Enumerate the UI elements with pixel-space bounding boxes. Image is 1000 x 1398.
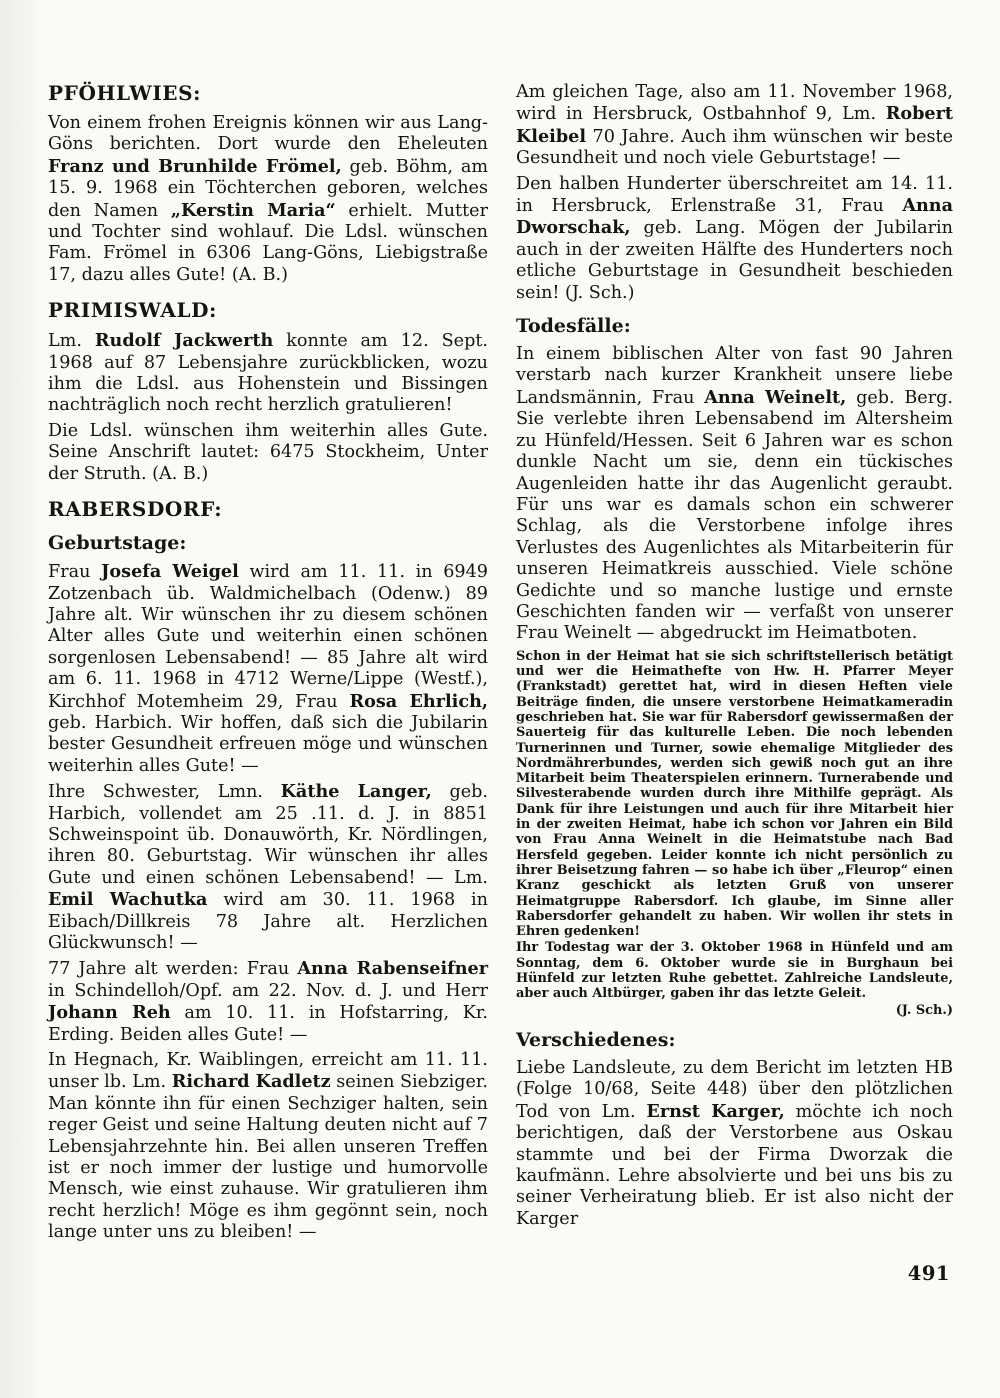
text-run: geb. Lang. Mögen der Jubilarin auch in der zweiten Hälfte des Hunderters noch etliche Geburtstage in Gesundheit beschieden sein! (J. Sch.) (516, 218, 953, 303)
text-run: (J. Sch.) (895, 1002, 953, 1018)
paragraph (516, 1003, 953, 1018)
page-number: 491 (907, 1262, 950, 1285)
subsection-heading: Verschiedenes: (516, 1028, 676, 1051)
text-run: Den halben Hunderter überschreitet am 14. 11. in Hersbruck, Erlenstraße 31, Frau (516, 173, 953, 217)
bold-text-run: „Kerstin Maria“ (170, 199, 336, 221)
paragraph (48, 113, 488, 286)
paragraph (48, 958, 488, 1046)
paragraph (48, 421, 488, 485)
bold-text-run: Rosa Ehrlich, (349, 690, 488, 712)
left-column (48, 82, 488, 1248)
text-run: 77 Jahre alt werden: Frau (48, 959, 298, 980)
bold-text-run: Anna Rabenseifner (297, 958, 488, 980)
text-run: Lm. (48, 331, 95, 352)
text-run: möchte ich noch berichtigen, daß der Verstorbene aus Oskau stammte und bei der Firma Dworzak die kaufmänn. Lehre absolvierte und bei uns bis zu seiner Verheiratung blieb. Er ist also nicht der Karger (516, 1101, 954, 1229)
text-run: geb. Harbich. Wir hoffen, daß sich die Jubilarin bester Gesundheit erfreuen möge und wünschen weiterhin alles Gute! — (48, 712, 488, 776)
text-run: Am gleichen Tage, also am 11. November 1968, wird in Hersbruck, Ostbahnhof 9, Lm. (516, 82, 953, 125)
bold-text-run: Johann Reh (48, 1002, 171, 1024)
paragraph (516, 174, 953, 304)
bold-text-run: Anna Weinelt, (704, 386, 847, 408)
bold-text-run: Anna Dworschak, (516, 195, 953, 239)
paragraph (48, 1050, 488, 1244)
section-heading: PRIMISWALD: (48, 298, 218, 323)
bold-text-run: Richard Kadletz (171, 1071, 331, 1093)
paragraph (516, 940, 953, 1001)
text-run: wird am 30. 11. 1968 in Eibach/Dillkreis 78 Jahre alt. Herzlichen Glückwunsch! — (48, 890, 488, 953)
text-run: wird am 11. 11. in 6949 Zotzenbach üb. Waldmichelbach (Odenw.) 89 Jahre alt. Wir wünschen ihr zu diesem schönen Alter alles Gute und weiterhin einen schönen sorgenlosen Lebensabend! — 85 Jahre alt wird am 6. 11. 1968 in 4712 Werne/Lippe (Westf.), Kirchhof Motemheim 29, Frau (48, 562, 489, 712)
subsection-heading: Todesfälle: (516, 315, 631, 338)
bold-text-run: Käthe Langer, (280, 781, 432, 803)
text-run: In Hegnach, Kr. Waiblingen, erreicht am 11. 11. unser lb. Lm. (48, 1050, 488, 1093)
text-run: geb. Harbich, vollendet am 25 .11. d. J. in 8851 Schweinspoint üb. Donauwörth, Kr. Nördlingen, ihren 80. Geburtstag. Wir wünschen ihr alles Gute und einen schönen Lebensabend! — Lm. (48, 782, 488, 888)
text-run: In einem biblischen Alter von fast 90 Jahren verstarb nach kurzer Krankheit unsere liebe Landsmännin, Frau (516, 344, 953, 408)
text-run: Die Ldsl. wünschen ihm weiterhin alles Gute. Seine Anschrift lautet: 6475 Stockheim, Unter der Struth. (A. B.) (48, 420, 488, 484)
text-run: am 10. 11. in Hofstarring, Kr. Erding. Beiden alles Gute! — (48, 1003, 488, 1045)
text-run: seinen Siebziger. Man könnte ihn für einen Sechziger halten, sein reger Geist und seine Haltung deuten nicht auf 7 Lebensjahrzehnte hin. Bei allen unseren Treffen ist er noch immer der lustige und humorvolle Mensch, wie einst zuhause. Wir gratulieren ihm recht herzlich! Möge es ihm gegönnt sein, noch lange unter uns zu bleiben! — (48, 1072, 488, 1243)
text-run: 70 Jahre. Auch ihm wünschen wir beste Gesundheit und noch viele Geburtstage! — (516, 126, 953, 169)
text-run: Frau (48, 562, 102, 583)
bold-text-run: Robert Kleibel (516, 103, 953, 147)
text-run: Schon in der Heimat hat sie sich schriftstellerisch betätigt und wer die Heimathefte von Hw. H. Pfarrer Meyer (Frankstadt) gerettet hat, wird in diesen Heften viele Beiträge finden, die unsere verstorbene Heimatkameradin geschrieben hat. Sie war für Rabersdorf gewissermaßen der Sauerteig für das kulturelle Leben. Die noch lebenden Turnerinnen und Turner, sowie ehemalige Mitglieder des Nordmährerbundes, werden sich gewiß noch gut an ihre Mitarbeit beim Theaterspielen erinnern. Turnerabende und Silvesterabende wurden durch ihre Mithilfe geprägt. Als Dank für ihre Leistungen und auch für ihre Mitarbeit hier in der zweiten Heimat, habe ich schon vor Jahren ein Bild von Frau Anna Weinelt in die Heimatstube nach Bad Hersfeld gegeben. Leider konnte ich nicht persönlich zu ihrer Beisetzung fahren — so habe ich über „Fleurop“ einen Kranz geschickt als letzten Gruß von unserer Heimatgruppe Rabersdorf. Ich glaube, im Sinne aller Rabersdorfer gehandelt zu haben. Wir wollen ihr stets in Ehren gedenken! (516, 648, 953, 940)
text-run: Ihr Todestag war der 3. Oktober 1968 in Hünfeld und am Sonntag, dem 6. Oktober wurde sie in Burghaun bei Hünfeld zur letzten Ruhe gebettet. Zahlreiche Landsleute, aber auch Altbürger, gaben ihr das letzte Geleit. (516, 940, 953, 1002)
text-run: in Schindelloh/Opf. am 22. Nov. d. J. und Herr (48, 980, 488, 1001)
text-columns (48, 82, 953, 1248)
text-run: geb. Berg. Sie verlebte ihren Lebensabend im Altersheim zu Hünfeld/Hessen. Seit 6 Jahren war es schon dunkle Nacht um sie, denn ein tückisches Augenleiden hatte ihr das Augenlicht geraubt. Für uns war es damals schon ein schwerer Schlag, als die Verstorbene infolge ihres Verlustes des Augenlichtes als Mitarbeiterin für unseren Heimatkreis ausschied. Viele schöne Gedichte und so manche lustige und ernste Geschichten fanden wir — verfaßt von unserer Frau Weinelt — abgedruckt im Heimatboten. (516, 387, 953, 644)
bold-text-run: Ernst Karger, (646, 1100, 785, 1122)
text-run: Liebe Landsleute, zu dem Bericht im letzten HB (Folge 10/68, Seite 448) über den plötzlichen Tod von Lm. (516, 1057, 953, 1122)
bold-text-run: Franz und Brunhilde Frömel, (48, 155, 342, 177)
text-run: Von einem frohen Ereignis können wir aus Lang-Göns berichten. Dort wurde den Eheleuten (48, 113, 488, 155)
text-run: erhielt. Mutter und Tochter sind wohlauf. Die Ldsl. wünschen Fam. Frömel in 6306 Lang-Göns, Liebigstraße 17, dazu alles Gute! (A. B.) (48, 200, 488, 285)
text-run: geb. Böhm, am 15. 9. 1968 ein Töchterchen geboren, welches den Namen (48, 156, 488, 221)
paragraph (516, 82, 953, 170)
section-heading: PFÖHLWIES: (48, 81, 202, 105)
subsection-heading: Geburtstage: (48, 532, 187, 555)
bold-text-run: Rudolf Jackwerth (94, 330, 274, 352)
paragraph (516, 1058, 953, 1230)
paragraph (516, 344, 953, 645)
paragraph (516, 649, 953, 940)
bold-text-run: Josefa Weigel (101, 561, 239, 583)
text-run: Ihre Schwester, Lmn. (48, 782, 281, 803)
text-run: konnte am 12. Sept. 1968 auf 87 Lebensjahre zurückblicken, wozu ihm die Ldsl. aus Hohenstein und Bissingen nachträglich noch recht herzlich gratulieren! (48, 331, 489, 416)
bold-text-run: Emil Wachutka (48, 889, 208, 911)
paragraph (48, 781, 488, 954)
section-heading: RABERSDORF: (48, 497, 223, 522)
paragraph (48, 561, 488, 777)
right-column (516, 82, 953, 1248)
paragraph (48, 330, 488, 417)
